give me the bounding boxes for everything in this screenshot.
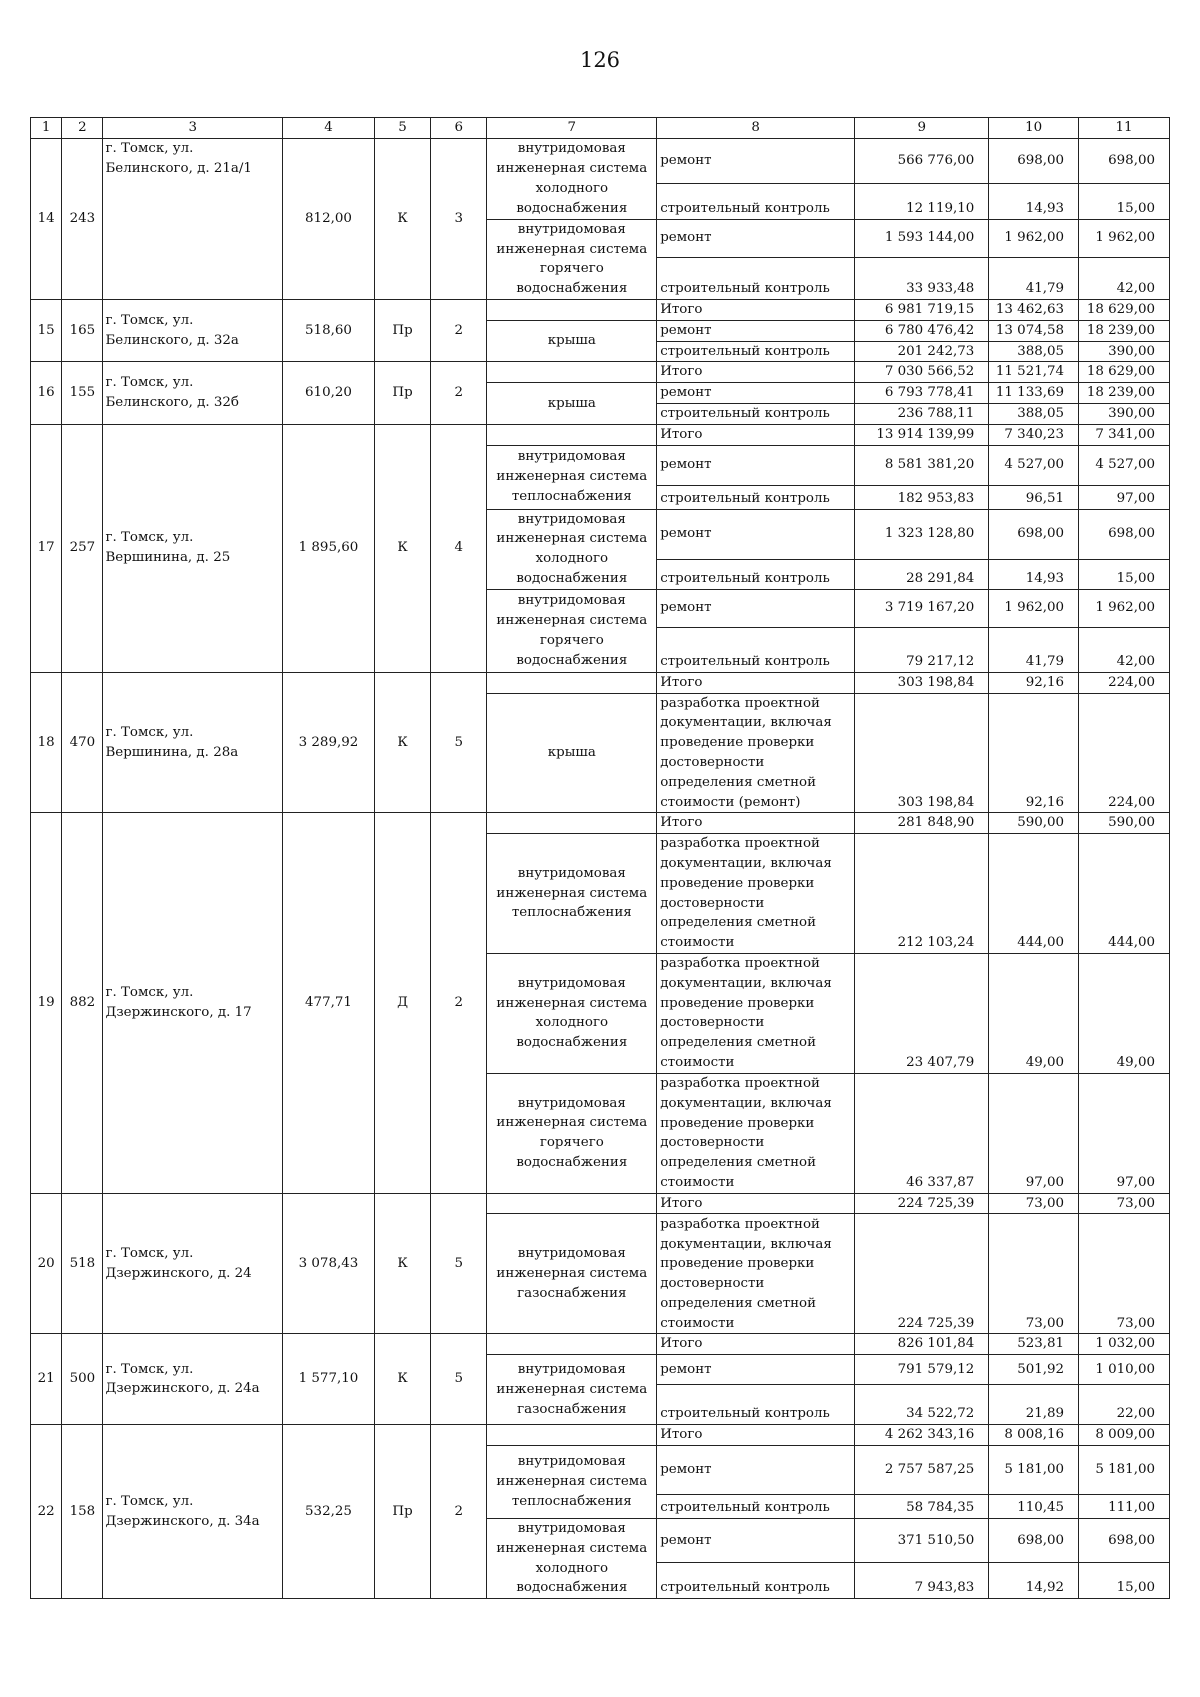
area: 1 577,10: [283, 1334, 375, 1425]
row-number: 22: [31, 1425, 62, 1599]
unit-cost: 49,00: [989, 953, 1079, 1073]
address: г. Томск, ул. Дзержинского, д. 34а: [103, 1425, 283, 1599]
empty-cell: [487, 424, 657, 445]
cost: 12 119,10: [855, 183, 989, 219]
house-code: 882: [62, 813, 103, 1193]
house-code: 500: [62, 1334, 103, 1425]
system-name: внутридомовая инженерная система холодного водоснабжения: [487, 953, 657, 1073]
area: 1 895,60: [283, 424, 375, 672]
unit-cost: 14,92: [989, 1563, 1079, 1599]
house-code: 158: [62, 1425, 103, 1599]
row-number: 14: [31, 138, 62, 299]
area: 3 078,43: [283, 1193, 375, 1334]
unit-cost: 698,00: [989, 509, 1079, 559]
page-number: 126: [579, 48, 621, 72]
total-max-unit-cost: 73,00: [1079, 1193, 1170, 1214]
work-type: строительный контроль: [657, 183, 855, 219]
cost: 7 943,83: [855, 1563, 989, 1599]
unit-cost: 97,00: [989, 1073, 1079, 1193]
table-row: [31, 672, 1170, 693]
row-number: 19: [31, 813, 62, 1193]
unit-cost: 14,93: [989, 559, 1079, 589]
total-unit-cost: 13 462,63: [989, 299, 1079, 320]
unit-cost: 501,92: [989, 1355, 1079, 1385]
house-code: 165: [62, 299, 103, 361]
unit-cost: 388,05: [989, 341, 1079, 362]
work-type: строительный контроль: [657, 627, 855, 672]
house-code: 155: [62, 362, 103, 424]
cost: 1 323 128,80: [855, 509, 989, 559]
max-unit-cost: 42,00: [1079, 627, 1170, 672]
max-unit-cost: 111,00: [1079, 1495, 1170, 1519]
system-name: внутридомовая инженерная система холодного водоснабжения: [487, 138, 657, 219]
cost: 236 788,11: [855, 403, 989, 424]
col-header: 7: [487, 118, 657, 139]
total-unit-cost: 92,16: [989, 672, 1079, 693]
row-number: 16: [31, 362, 62, 424]
total-cost: 7 030 566,52: [855, 362, 989, 383]
category: Пр: [374, 1425, 430, 1599]
max-unit-cost: 1 010,00: [1079, 1355, 1170, 1385]
work-type: строительный контроль: [657, 1495, 855, 1519]
cost: 1 593 144,00: [855, 219, 989, 257]
cost: 224 725,39: [855, 1214, 989, 1334]
total-max-unit-cost: 590,00: [1079, 813, 1170, 834]
total-label: Итого: [657, 1193, 855, 1214]
cost: 28 291,84: [855, 559, 989, 589]
system-name: внутридомовая инженерная система теплоснабжения: [487, 1446, 657, 1519]
total-unit-cost: 11 521,74: [989, 362, 1079, 383]
house-code: 518: [62, 1193, 103, 1334]
total-cost: 281 848,90: [855, 813, 989, 834]
max-unit-cost: 97,00: [1079, 485, 1170, 509]
total-unit-cost: 523,81: [989, 1334, 1079, 1355]
unit-cost: 4 527,00: [989, 445, 1079, 485]
max-unit-cost: 73,00: [1079, 1214, 1170, 1334]
total-cost: 4 262 343,16: [855, 1425, 989, 1446]
cost: 566 776,00: [855, 138, 989, 183]
unit-cost: 21,89: [989, 1385, 1079, 1425]
address: г. Томск, ул. Дзержинского, д. 24: [103, 1193, 283, 1334]
cost: 23 407,79: [855, 953, 989, 1073]
max-unit-cost: 49,00: [1079, 953, 1170, 1073]
unit-cost: 11 133,69: [989, 383, 1079, 404]
max-unit-cost: 15,00: [1079, 1563, 1170, 1599]
table-row: [31, 1425, 1170, 1446]
col-header: 9: [855, 118, 989, 139]
col-header: 1: [31, 118, 62, 139]
floors: 2: [431, 362, 487, 424]
unit-cost: 96,51: [989, 485, 1079, 509]
max-unit-cost: 15,00: [1079, 559, 1170, 589]
empty-cell: [487, 1334, 657, 1355]
empty-cell: [487, 299, 657, 320]
address: г. Томск, ул. Белинского, д. 32а: [103, 299, 283, 361]
empty-cell: [487, 362, 657, 383]
work-type: строительный контроль: [657, 1563, 855, 1599]
unit-cost: 110,45: [989, 1495, 1079, 1519]
system-name: внутридомовая инженерная система горячего водоснабжения: [487, 1073, 657, 1193]
system-name: внутридомовая инженерная система газоснабжения: [487, 1355, 657, 1425]
cost: 791 579,12: [855, 1355, 989, 1385]
col-header: 2: [62, 118, 103, 139]
system-name: внутридомовая инженерная система холодного водоснабжения: [487, 509, 657, 589]
empty-cell: [487, 672, 657, 693]
unit-cost: 1 962,00: [989, 219, 1079, 257]
col-header: 3: [103, 118, 283, 139]
max-unit-cost: 15,00: [1079, 183, 1170, 219]
total-cost: 224 725,39: [855, 1193, 989, 1214]
address: г. Томск, ул. Дзержинского, д. 17: [103, 813, 283, 1193]
table-row: [31, 813, 1170, 834]
max-unit-cost: 4 527,00: [1079, 445, 1170, 485]
unit-cost: 388,05: [989, 403, 1079, 424]
max-unit-cost: 18 239,00: [1079, 383, 1170, 404]
floors: 4: [431, 424, 487, 672]
work-type: ремонт: [657, 589, 855, 627]
total-cost: 826 101,84: [855, 1334, 989, 1355]
floors: 5: [431, 1334, 487, 1425]
unit-cost: 5 181,00: [989, 1446, 1079, 1495]
category: Пр: [374, 299, 430, 361]
unit-cost: 92,16: [989, 693, 1079, 813]
address: г. Томск, ул. Дзержинского, д. 24а: [103, 1334, 283, 1425]
table-row: [31, 424, 1170, 445]
work-type: разработка проектной документации, включая проведение проверки достоверности определения сметной стоимости: [657, 1073, 855, 1193]
total-max-unit-cost: 1 032,00: [1079, 1334, 1170, 1355]
cost: 2 757 587,25: [855, 1446, 989, 1495]
work-type: строительный контроль: [657, 257, 855, 299]
cost: 303 198,84: [855, 693, 989, 813]
work-type: ремонт: [657, 509, 855, 559]
cost: 6 793 778,41: [855, 383, 989, 404]
work-type: строительный контроль: [657, 559, 855, 589]
work-type: ремонт: [657, 1355, 855, 1385]
system-name: крыша: [487, 693, 657, 813]
unit-cost: 14,93: [989, 183, 1079, 219]
address: г. Томск, ул. Вершинина, д. 28а: [103, 672, 283, 813]
floors: 2: [431, 1425, 487, 1599]
system-name: внутридомовая инженерная система горячего водоснабжения: [487, 219, 657, 299]
col-header: 8: [657, 118, 855, 139]
floors: 2: [431, 299, 487, 361]
unit-cost: 13 074,58: [989, 320, 1079, 341]
work-type: ремонт: [657, 1519, 855, 1563]
unit-cost: 1 962,00: [989, 589, 1079, 627]
max-unit-cost: 698,00: [1079, 138, 1170, 183]
floors: 2: [431, 813, 487, 1193]
unit-cost: 41,79: [989, 257, 1079, 299]
total-label: Итого: [657, 299, 855, 320]
work-type: ремонт: [657, 445, 855, 485]
total-unit-cost: 8 008,16: [989, 1425, 1079, 1446]
work-type: ремонт: [657, 138, 855, 183]
max-unit-cost: 1 962,00: [1079, 219, 1170, 257]
area: 812,00: [283, 138, 375, 299]
total-max-unit-cost: 18 629,00: [1079, 299, 1170, 320]
system-name: внутридомовая инженерная система горячего водоснабжения: [487, 589, 657, 672]
floors: 5: [431, 1193, 487, 1334]
system-name: внутридомовая инженерная система газоснабжения: [487, 1214, 657, 1334]
total-cost: 13 914 139,99: [855, 424, 989, 445]
system-name: крыша: [487, 383, 657, 425]
row-number: 15: [31, 299, 62, 361]
cost: 201 242,73: [855, 341, 989, 362]
house-code: 470: [62, 672, 103, 813]
category: Д: [374, 813, 430, 1193]
row-number: 17: [31, 424, 62, 672]
cost: 6 780 476,42: [855, 320, 989, 341]
category: К: [374, 424, 430, 672]
max-unit-cost: 698,00: [1079, 509, 1170, 559]
category: К: [374, 1334, 430, 1425]
work-type: ремонт: [657, 383, 855, 404]
total-max-unit-cost: 8 009,00: [1079, 1425, 1170, 1446]
total-max-unit-cost: 7 341,00: [1079, 424, 1170, 445]
total-label: Итого: [657, 362, 855, 383]
total-label: Итого: [657, 1425, 855, 1446]
table-row: [31, 1334, 1170, 1355]
area: 3 289,92: [283, 672, 375, 813]
unit-cost: 698,00: [989, 138, 1079, 183]
unit-cost: 73,00: [989, 1214, 1079, 1334]
row-number: 18: [31, 672, 62, 813]
total-unit-cost: 7 340,23: [989, 424, 1079, 445]
category: К: [374, 672, 430, 813]
address: г. Томск, ул. Вершинина, д. 25: [103, 424, 283, 672]
total-max-unit-cost: 18 629,00: [1079, 362, 1170, 383]
empty-cell: [487, 1193, 657, 1214]
total-unit-cost: 73,00: [989, 1193, 1079, 1214]
area: 518,60: [283, 299, 375, 361]
work-type: разработка проектной документации, включая проведение проверки достоверности определения сметной стоимости: [657, 1214, 855, 1334]
cost: 371 510,50: [855, 1519, 989, 1563]
work-type: разработка проектной документации, включая проведение проверки достоверности определения сметной стоимости: [657, 953, 855, 1073]
system-name: внутридомовая инженерная система теплоснабжения: [487, 445, 657, 509]
category: К: [374, 138, 430, 299]
area: 532,25: [283, 1425, 375, 1599]
work-type: строительный контроль: [657, 485, 855, 509]
system-name: внутридомовая инженерная система теплоснабжения: [487, 834, 657, 954]
col-header: 10: [989, 118, 1079, 139]
area: 610,20: [283, 362, 375, 424]
total-cost: 6 981 719,15: [855, 299, 989, 320]
cost: 182 953,83: [855, 485, 989, 509]
area: 477,71: [283, 813, 375, 1193]
total-label: Итого: [657, 424, 855, 445]
cost: 79 217,12: [855, 627, 989, 672]
max-unit-cost: 444,00: [1079, 834, 1170, 954]
col-header: 6: [431, 118, 487, 139]
category: К: [374, 1193, 430, 1334]
column-number-row: [31, 118, 1170, 139]
work-type: разработка проектной документации, включая проведение проверки достоверности определения сметной стоимости: [657, 834, 855, 954]
system-name: внутридомовая инженерная система холодного водоснабжения: [487, 1519, 657, 1599]
cost: 212 103,24: [855, 834, 989, 954]
max-unit-cost: 224,00: [1079, 693, 1170, 813]
max-unit-cost: 698,00: [1079, 1519, 1170, 1563]
max-unit-cost: 42,00: [1079, 257, 1170, 299]
work-type: строительный контроль: [657, 403, 855, 424]
work-type: ремонт: [657, 320, 855, 341]
cost: 46 337,87: [855, 1073, 989, 1193]
cost: 33 933,48: [855, 257, 989, 299]
table-row: [31, 1193, 1170, 1214]
row-number: 20: [31, 1193, 62, 1334]
floors: 5: [431, 672, 487, 813]
house-code: 257: [62, 424, 103, 672]
work-type: строительный контроль: [657, 341, 855, 362]
cost: 3 719 167,20: [855, 589, 989, 627]
table-row: [31, 362, 1170, 383]
work-type: ремонт: [657, 1446, 855, 1495]
max-unit-cost: 22,00: [1079, 1385, 1170, 1425]
cost: 8 581 381,20: [855, 445, 989, 485]
category: Пр: [374, 362, 430, 424]
unit-cost: 444,00: [989, 834, 1079, 954]
max-unit-cost: 390,00: [1079, 341, 1170, 362]
floors: 3: [431, 138, 487, 299]
total-label: Итого: [657, 813, 855, 834]
table-row: [31, 138, 1170, 183]
house-code: 243: [62, 138, 103, 299]
cost: 34 522,72: [855, 1385, 989, 1425]
total-unit-cost: 590,00: [989, 813, 1079, 834]
max-unit-cost: 18 239,00: [1079, 320, 1170, 341]
max-unit-cost: 97,00: [1079, 1073, 1170, 1193]
address: г. Томск, ул. Белинского, д. 32б: [103, 362, 283, 424]
total-label: Итого: [657, 672, 855, 693]
col-header: 11: [1079, 118, 1170, 139]
cost: 58 784,35: [855, 1495, 989, 1519]
unit-cost: 698,00: [989, 1519, 1079, 1563]
max-unit-cost: 5 181,00: [1079, 1446, 1170, 1495]
capital-repair-table: [30, 117, 1170, 1599]
empty-cell: [487, 1425, 657, 1446]
table-row: [31, 299, 1170, 320]
work-type: разработка проектной документации, включая проведение проверки достоверности определения сметной стоимости (ремонт): [657, 693, 855, 813]
total-max-unit-cost: 224,00: [1079, 672, 1170, 693]
system-name: крыша: [487, 320, 657, 362]
col-header: 4: [283, 118, 375, 139]
max-unit-cost: 1 962,00: [1079, 589, 1170, 627]
address: г. Томск, ул. Белинского, д. 21а/1: [103, 138, 283, 299]
empty-cell: [487, 813, 657, 834]
total-cost: 303 198,84: [855, 672, 989, 693]
max-unit-cost: 390,00: [1079, 403, 1170, 424]
work-type: ремонт: [657, 219, 855, 257]
work-type: строительный контроль: [657, 1385, 855, 1425]
row-number: 21: [31, 1334, 62, 1425]
col-header: 5: [374, 118, 430, 139]
unit-cost: 41,79: [989, 627, 1079, 672]
total-label: Итого: [657, 1334, 855, 1355]
